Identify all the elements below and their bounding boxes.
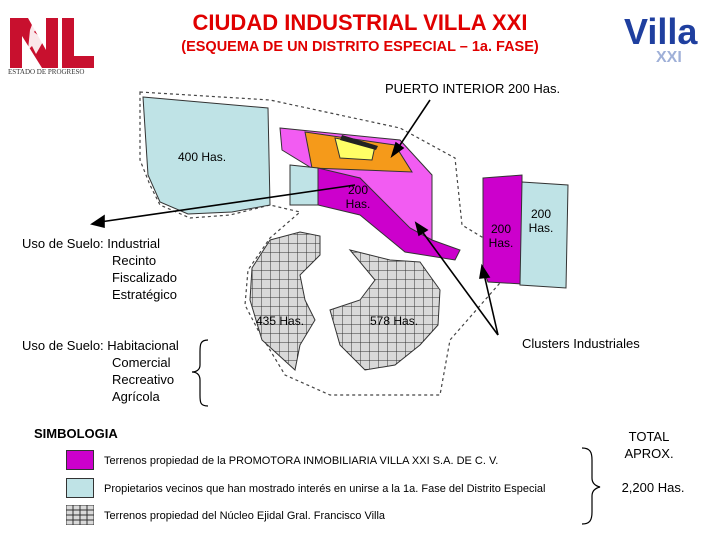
total-value: 2,200 Has.: [621, 480, 685, 495]
legend-swatch-promotora: [66, 450, 94, 470]
legend-label-ejido: Terrenos propiedad del Núcleo Ejidal Gral. Francisco Villa: [104, 510, 386, 522]
total-label-line: TOTAL: [628, 429, 670, 444]
area-200-magenta-label: 200 Has.: [488, 222, 514, 250]
nl-logo-caption: ESTADO DE PROGRESO: [8, 68, 85, 76]
legend-brace: [582, 448, 600, 524]
puerto-interior-label: PUERTO INTERIOR 200 Has.: [385, 81, 561, 96]
page-subtitle: (ESQUEMA DE UN DISTRITO ESPECIAL – 1a. FASE): [181, 39, 539, 55]
land-use-industrial: [22, 235, 177, 303]
land-use-habitacional-line: Comercial: [112, 355, 171, 370]
ejido-area-right: [330, 250, 440, 370]
area-400-label: 400 Has.: [178, 150, 227, 164]
legend-label-vecinos: Propietarios vecinos que han mostrado interés en unirse a la 1a. Fase del Distrito Especial: [104, 483, 546, 495]
land-use-habitacional-line: Recreativo: [112, 372, 175, 387]
total-label-line: APROX.: [624, 446, 674, 461]
total-label: [612, 428, 686, 462]
villa-logo-text: Villa: [624, 11, 698, 52]
area-578-label: 578 Has.: [370, 314, 419, 328]
villa-logo-sub: XXI: [656, 49, 682, 64]
land-use-industrial-line: Recinto: [112, 253, 157, 268]
land-use-habitacional: [22, 337, 179, 405]
clusters-industriales-label: Clusters Industriales: [522, 336, 640, 351]
area-435-label: 435 Has.: [256, 314, 305, 328]
area-200-center-label: 200 Has.: [345, 183, 371, 211]
land-use-habitacional-line: Uso de Suelo: Habitacional: [22, 338, 179, 353]
land-use-industrial-line: Uso de Suelo: Industrial: [22, 236, 161, 251]
land-use-habitacional-line: Agrícola: [112, 389, 160, 404]
area-200-cyan-block: [520, 182, 568, 288]
legend-swatch-vecinos: [66, 478, 94, 498]
puerto-arrow: [398, 100, 430, 148]
legend-label-promotora: Terrenos propiedad de la PROMOTORA INMOBILIARIA VILLA XXI S.A. DE C. V.: [104, 455, 499, 467]
legend-title: SIMBOLOGIA: [34, 426, 118, 441]
habitacional-brace: [192, 340, 208, 406]
legend-swatch-ejido: [66, 505, 94, 525]
area-200-cyan-label: 200 Has.: [528, 207, 554, 235]
small-cyan-block: [290, 165, 318, 205]
land-use-industrial-line: Estratégico: [112, 287, 178, 302]
land-use-industrial-line: Fiscalizado: [112, 270, 178, 285]
page-title: CIUDAD INDUSTRIAL VILLA XXI: [192, 10, 528, 35]
